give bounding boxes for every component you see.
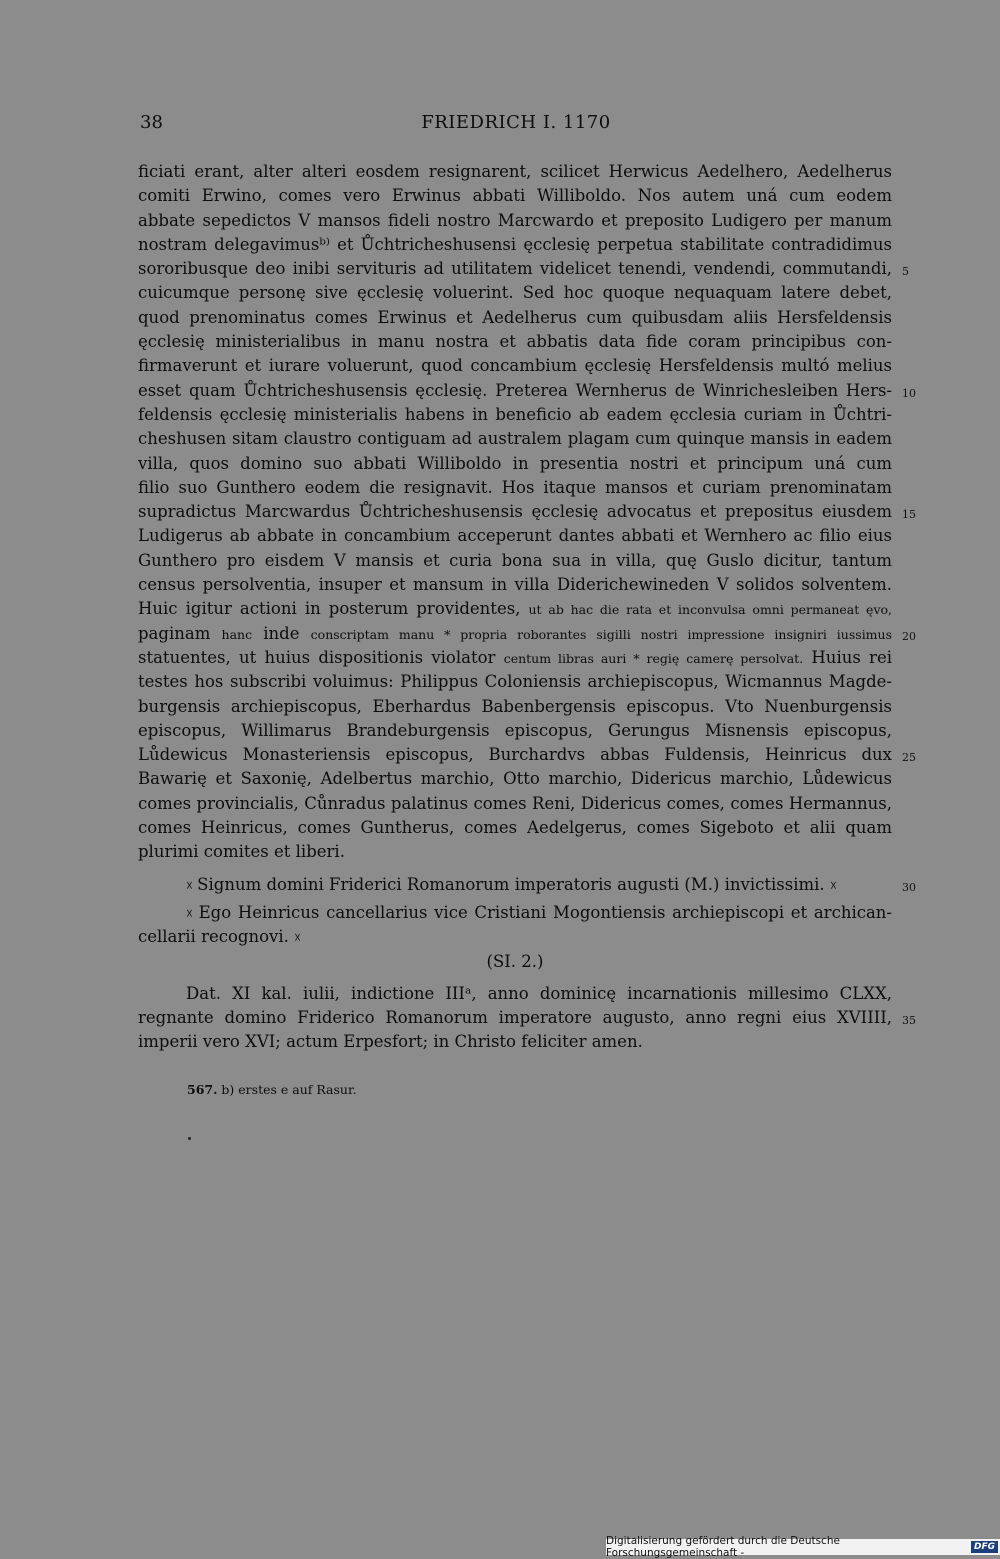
footnote-number: 567. [187, 1082, 218, 1097]
text-line: comes provincialis, Cůnradus palatinus comes Reni, Didericus comes, comes Hermannus, [138, 793, 892, 813]
running-title: FRIEDRICH I. 1170 [421, 112, 611, 133]
line-number: 35 [902, 1014, 916, 1028]
text-line: firmaverunt et iurare voluerunt, quod concambium ęcclesię Hersfeldensis multó melius [138, 356, 892, 376]
footnote-text: b) erstes e auf Rasur. [217, 1082, 357, 1097]
footnote [187, 1082, 357, 1097]
text-line: cuicumque personę sive ęcclesię voluerint. Sed hoc quoque nequaquam latere debet, [138, 283, 892, 303]
recognition-line: ☓ Ego Heinricus cancellarius vice Cristiani Mogontiensis archiepiscopi et archican- [186, 902, 892, 922]
dfg-logo[interactable]: DFG [971, 1541, 998, 1553]
line-number: 10 [902, 386, 916, 400]
text-line: Lůdewicus Monasteriensis episcopus, Burchardvs abbas Fuldensis, Heinricus dux 25 [138, 743, 892, 767]
small-text: ut ab hac die rata et inconvulsa omni permaneat ęvo, [528, 602, 893, 618]
text-line: ęcclesię ministerialibus in manu nostra et abbatis data fide coram principibus con- [138, 332, 892, 352]
text-line: Gunthero pro eisdem V mansis et curia bona sua in villa, quę Guslo dicitur, tantum [138, 550, 892, 570]
signum-line: ☓ Signum domini Friderici Romanorum imperatoris augusti (M.) invictissimi. ☓ 30 [138, 873, 892, 897]
text-line: sororibusque deo inibi servituris ad utilitatem videlicet tenendi, vendendi, commutandi, 5 [138, 257, 892, 281]
text-line: villa, quos domino suo abbati Williboldo in presentia nostri et principum uná cum [138, 453, 892, 473]
text-line: plurimi comites et liberi. [138, 842, 345, 862]
text-line: Ludigerus ab abbate in concambium acceperunt dantes abbati et Wernhero ac filio eius [138, 526, 892, 546]
text-line: episcopus, Willimarus Brandeburgensis episcopus, Gerungus Misnensis episcopus, [138, 720, 892, 740]
page-header [140, 112, 892, 138]
spacer [138, 974, 892, 982]
text-line: nostram delegavimusᵇ⁾ et Ůchtricheshusensi ęcclesię perpetua stabilitate contradidimus [138, 234, 892, 254]
small-text: conscriptam manu * propria roborantes sigilli nostri impressione insigniri iussimus [310, 626, 893, 642]
dating-line: regnante domino Friderico Romanorum imperatore augusto, anno regni eius XVIIII, 35 [138, 1006, 892, 1030]
stray-mark [188, 1137, 191, 1140]
small-text: hanc [221, 626, 253, 642]
text-line: paginam hanc inde conscriptam manu * propria roborantes sigilli nostri impressione insigniri iussimus 20 [138, 622, 892, 646]
page-number: 38 [140, 112, 163, 133]
text-line: testes hos subscribi voluimus: Philippus Coloniensis archiepiscopus, Wicmannus Magde- [138, 672, 892, 692]
text-line: Huic igitur actioni in posterum providentes, ut ab hac die rata et inconvulsa omni permaneat ęvo, [138, 599, 893, 619]
charter-text [138, 160, 916, 1055]
small-text: centum libras auri * regię camerę persolvat. [503, 650, 804, 666]
line-number: 15 [902, 508, 916, 522]
text-line: esset quam Ůchtricheshusensis ęcclesię. Preterea Wernherus de Winrichesleiben Hers- 10 [138, 379, 892, 403]
line-number: 25 [902, 751, 916, 765]
text-line: cheshusen sitam claustro contiguam ad australem plagam cum quinque mansis in eadem [138, 429, 892, 449]
text-line: statuentes, ut huius dispositionis violator centum libras auri * regię camerę persolvat. Huius rei [138, 647, 892, 667]
cross-mark-icon: ☓ [186, 906, 192, 922]
text-line: filio suo Gunthero eodem die resignavit. Hos itaque mansos et curiam prenominatam [138, 477, 892, 497]
text-line: feldensis ęcclesię ministerialis habens in beneficio ab eadem ęcclesia curiam in Ůchtri- [138, 404, 892, 424]
text-line: comes Heinricus, comes Guntherus, comes Aedelgerus, comes Sigeboto et alii quam [138, 818, 892, 838]
text-line: Bawarię et Saxonię, Adelbertus marchio, Otto marchio, Didericus marchio, Lůdewicus [138, 769, 892, 789]
text-line: burgensis archiepiscopus, Eberhardus Babenbergensis episcopus. Vto Nuenburgensis [138, 696, 892, 716]
line-number: 30 [902, 880, 916, 894]
text-line: census persolventia, insuper et mansum in villa Diderichewineden V solidos solventem. [138, 575, 892, 595]
text-line: abbate sepedictos V mansos fideli nostro Marcwardo et preposito Ludigero per manum [138, 210, 892, 230]
text-line: supradictus Marcwardus Ůchtricheshusensis ęcclesię advocatus et prepositus eiusdem 15 [138, 500, 892, 524]
cross-mark-icon: ☓ [294, 931, 301, 947]
seal-note: (SI. 2.) [486, 951, 544, 971]
line-number: 20 [902, 629, 916, 643]
text-line: comiti Erwino, comes vero Erwinus abbati Williboldo. Nos autem uná cum eodem [138, 186, 892, 206]
line-number: 5 [902, 265, 909, 279]
funding-text: Digitalisierung gefördert durch die Deutsche Forschungsgemeinschaft - [606, 1535, 840, 1559]
recognition-line: cellarii recognovi. ☓ [138, 927, 301, 947]
dating-line: Dat. XI kal. iulii, indictione IIIᵃ, anno dominicę incarnationis millesimo CLXX, [186, 983, 892, 1003]
funding-banner[interactable] [606, 1535, 1000, 1559]
text-line: ficiati erant, alter alteri eosdem resignarent, scilicet Herwicus Aedelhero, Aedelherus [138, 162, 892, 181]
cross-mark-icon: ☓ [829, 878, 836, 894]
cross-mark-icon: ☓ [186, 878, 192, 894]
dating-line: imperii vero XVI; actum Erpesfort; in Christo feliciter amen. [138, 1032, 643, 1052]
spacer [138, 865, 892, 873]
text-line: quod prenominatus comes Erwinus et Aedelherus cum quibusdam aliis Hersfeldensis [138, 307, 892, 327]
